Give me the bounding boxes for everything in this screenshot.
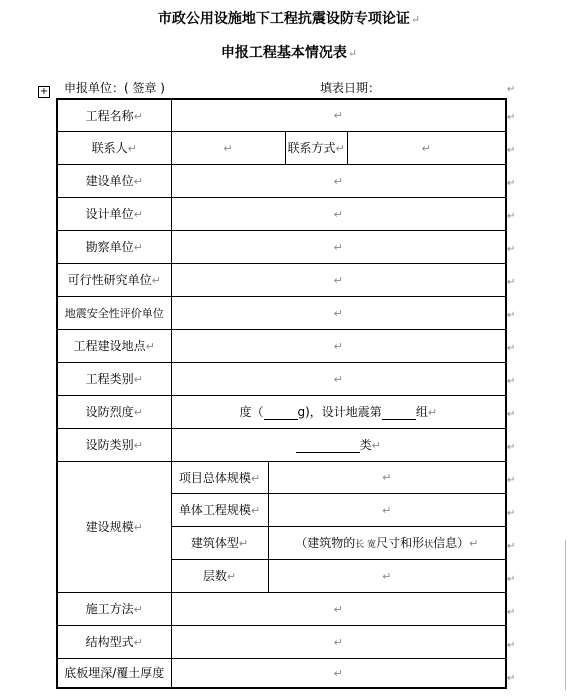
defense-category-label: 设防类别↵: [57, 428, 171, 461]
table-row: [57, 395, 506, 428]
construction-unit-label: 建设单位↵: [57, 164, 171, 197]
method-label: 施工方法↵: [57, 592, 171, 625]
contact-person-label: 联系人↵: [57, 131, 171, 164]
design-unit-label: 设计单位↵: [57, 197, 171, 230]
row-end-mark: ↵: [507, 244, 516, 255]
table-row: [57, 197, 506, 230]
defense-category-value[interactable]: 类↵: [171, 428, 506, 461]
depth-label: 底板埋深/覆土厚度: [57, 658, 171, 688]
row-end-mark: ↵: [507, 673, 516, 684]
structure-label: 结构型式↵: [57, 625, 171, 658]
structure-value[interactable]: ↵: [171, 625, 506, 658]
scale-label: 建设规模↵: [57, 461, 171, 592]
table-row: [57, 263, 506, 296]
feasibility-unit-value[interactable]: ↵: [171, 263, 506, 296]
row-end-mark: ↵: [507, 409, 516, 420]
scale-single-label: 单体工程规模↵: [171, 493, 268, 526]
scale-single-value[interactable]: ↵: [268, 493, 506, 526]
row-end-mark: ↵: [507, 310, 516, 321]
applicant-label: 申报单位：( 签章 ): [64, 81, 165, 95]
page-edge-line: [565, 540, 566, 690]
intensity-value[interactable]: 度（ g)，设计地震第 组↵: [171, 395, 506, 428]
table-row: [57, 329, 506, 362]
row-end-mark: ↵: [507, 508, 516, 519]
row-end-mark: ↵: [507, 277, 516, 288]
intensity-label: 设防烈度↵: [57, 395, 171, 428]
seismic-eval-unit-label: 地震安全性评价单位: [57, 296, 171, 329]
row-end-mark: ↵: [507, 475, 516, 486]
contact-method-value[interactable]: ↵: [347, 131, 506, 164]
table-row: [57, 625, 506, 658]
document-title: 市政公用设施地下工程抗震设防专项论证↵: [157, 11, 421, 27]
row-end-mark: ↵: [507, 211, 516, 222]
document-subtitle: 申报工程基本情况表↵: [220, 45, 358, 61]
site-label: 工程建设地点↵: [57, 329, 171, 362]
project-name-value[interactable]: ↵: [171, 99, 506, 131]
row-end-mark: ↵: [507, 112, 516, 123]
table-row: [57, 131, 506, 164]
building-form-value[interactable]: （建筑物的长 宽尺寸和形状信息）↵: [268, 526, 506, 559]
row-end-mark: ↵: [507, 607, 516, 618]
depth-value[interactable]: ↵: [171, 658, 506, 688]
table-row: [57, 164, 506, 197]
category-label: 工程类别↵: [57, 362, 171, 395]
site-value[interactable]: ↵: [171, 329, 506, 362]
project-info-table: [56, 98, 507, 689]
table-row: [57, 658, 506, 688]
table-row: [57, 592, 506, 625]
table-row: [57, 428, 506, 461]
row-end-mark: ↵: [507, 145, 516, 156]
scale-total-label: 项目总体规模↵: [171, 461, 268, 493]
survey-unit-label: 勘察单位↵: [57, 230, 171, 263]
table-row: [57, 461, 506, 493]
date-label: 填表日期：: [320, 81, 381, 95]
scale-total-value[interactable]: ↵: [268, 461, 506, 493]
contact-method-label: 联系方式↵: [285, 131, 347, 164]
feasibility-unit-label: 可行性研究单位↵: [57, 263, 171, 296]
row-end-mark: ↵: [507, 541, 516, 552]
table-row: [57, 230, 506, 263]
row-end-mark: ↵: [507, 442, 516, 453]
project-name-label: 工程名称↵: [57, 99, 171, 131]
row-end-mark: ↵: [507, 376, 516, 387]
category-value[interactable]: ↵: [171, 362, 506, 395]
row-end-mark: ↵: [507, 178, 516, 189]
table-row: [57, 362, 506, 395]
building-form-label: 建筑体型↵: [171, 526, 268, 559]
survey-unit-value[interactable]: ↵: [171, 230, 506, 263]
table-row: [57, 99, 506, 131]
paragraph-mark: ↵: [507, 84, 516, 95]
table-row: [57, 296, 506, 329]
row-end-mark: ↵: [507, 640, 516, 651]
floors-label: 层数↵: [171, 559, 268, 592]
floors-value[interactable]: ↵: [268, 559, 506, 592]
row-end-mark: ↵: [507, 343, 516, 354]
row-end-mark: ↵: [507, 574, 516, 585]
construction-unit-value[interactable]: ↵: [171, 164, 506, 197]
method-value[interactable]: ↵: [171, 592, 506, 625]
seismic-eval-unit-value[interactable]: ↵: [171, 296, 506, 329]
table-move-handle-icon[interactable]: +: [39, 86, 49, 97]
design-unit-value[interactable]: ↵: [171, 197, 506, 230]
contact-person-value[interactable]: ↵: [171, 131, 285, 164]
